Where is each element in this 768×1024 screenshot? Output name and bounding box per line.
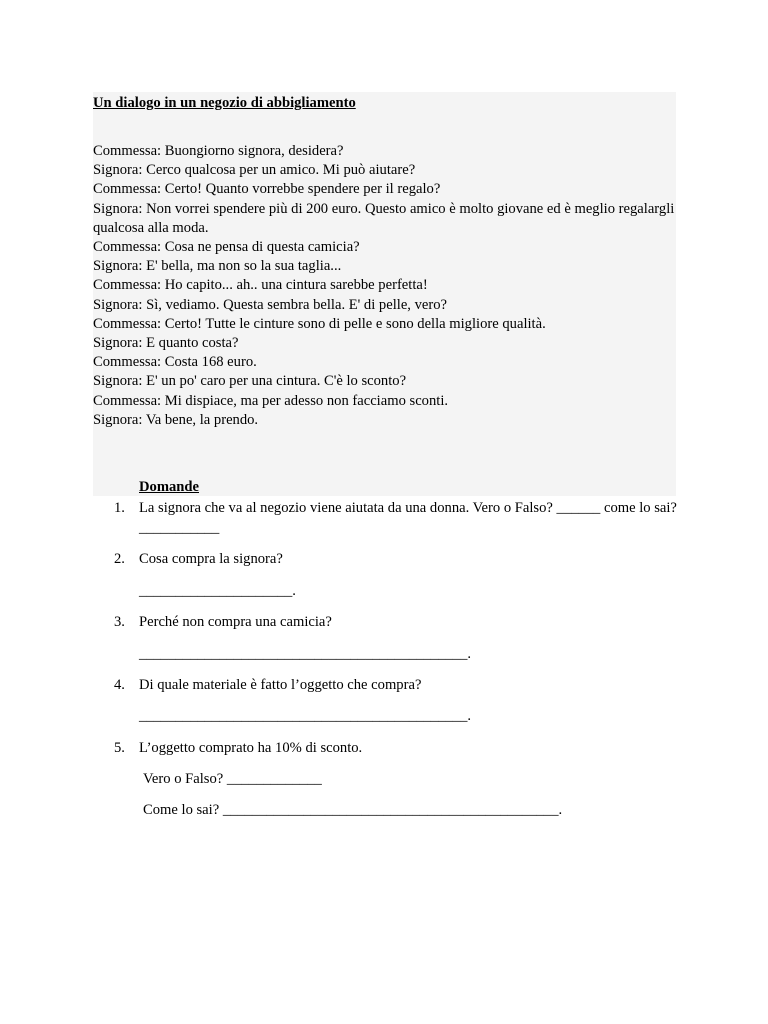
- dialogue-line: Signora: Va bene, la prendo.: [93, 411, 259, 428]
- question-2: [114, 549, 679, 569]
- answer-line: _____________________.: [139, 583, 296, 599]
- question-number: 4.: [114, 677, 125, 693]
- dialogue-line: Commessa: Certo! Quanto vorrebbe spendere per il regalo?: [93, 181, 441, 198]
- question-text: La signora che va al negozio viene aiutata da una donna. Vero o Falso? ______ come lo sai?___________: [139, 500, 677, 536]
- dialogue-line: Commessa: Mi dispiace, ma per adesso non facciamo sconti.: [93, 392, 449, 409]
- question-number: 5.: [114, 740, 125, 756]
- question-number: 2.: [114, 551, 125, 567]
- question-5: [114, 738, 679, 758]
- dialogue-line: Commessa: Cosa ne pensa di questa camicia?: [93, 239, 360, 256]
- question-1: [114, 498, 679, 538]
- question-text: Perché non compra una camicia?: [139, 614, 332, 630]
- question-text: L’oggetto comprato ha 10% di sconto.: [139, 740, 363, 756]
- dialogue-line: Signora: Non vorrei spendere più di 200 euro. Questo amico è molto giovane ed è meglio regalargli qualcosa alla moda.: [93, 200, 675, 236]
- question-4: [114, 675, 679, 695]
- dialogue-line: Commessa: Buongiorno signora, desidera?: [93, 143, 344, 159]
- dialogue-line: Commessa: Costa 168 euro.: [93, 354, 257, 371]
- dialogue-line: Commessa: Ho capito... ah.. una cintura sarebbe perfetta!: [93, 277, 428, 294]
- dialogue-line: Commessa: Certo! Tutte le cinture sono di pelle e sono della migliore qualità.: [93, 315, 546, 332]
- true-false-answer: Vero o Falso? _____________: [143, 771, 322, 787]
- question-number: 3.: [114, 614, 125, 630]
- dialogue-line: Signora: E quanto costa?: [93, 335, 239, 352]
- questions-title: Domande: [139, 479, 199, 495]
- question-text: Cosa compra la signora?: [139, 551, 283, 567]
- dialogue-title: Un dialogo in un negozio di abbigliamento: [93, 95, 356, 111]
- question-number: 1.: [114, 500, 125, 516]
- dialogue-line: Signora: E' bella, ma non so la sua taglia...: [93, 258, 342, 275]
- dialogue-text: [93, 142, 678, 430]
- question-3: [114, 612, 679, 632]
- dialogue-line: Signora: Sì, vediamo. Questa sembra bella. E' di pelle, vero?: [93, 296, 447, 313]
- question-text: Di quale materiale è fatto l’oggetto che compra?: [139, 677, 422, 693]
- dialogue-line: Signora: E' un po' caro per una cintura. C'è lo sconto?: [93, 373, 407, 390]
- answer-line: _____________________________________________.: [139, 646, 472, 662]
- answer-line: _____________________________________________.: [139, 708, 472, 724]
- dialogue-line: Signora: Cerco qualcosa per un amico. Mi può aiutare?: [93, 162, 416, 179]
- explanation-answer: Come lo sai? ______________________________________________.: [143, 802, 563, 818]
